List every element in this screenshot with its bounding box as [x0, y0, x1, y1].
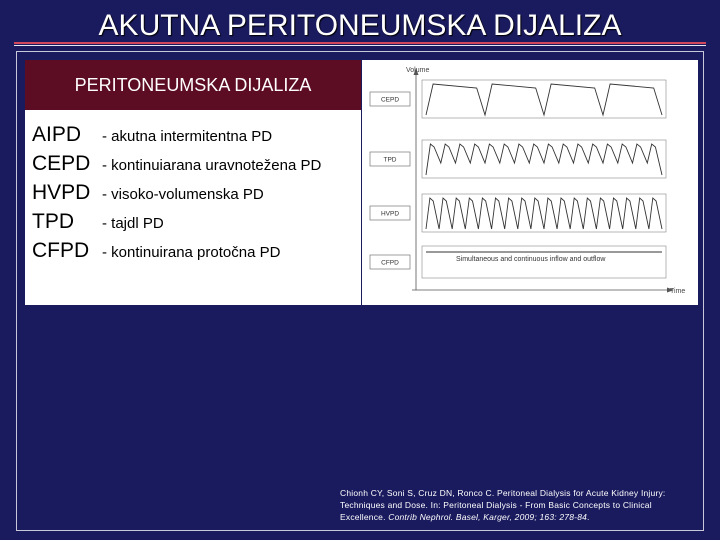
modality-abbr: AIPD: [32, 123, 82, 146]
title-underline-secondary: [14, 45, 706, 46]
citation-line: Chionh CY, Soni S, Cruz DN, Ronco C. Peritoneal Dialysis for Acute Kidney Injury:: [340, 488, 666, 498]
title-underline: [14, 42, 706, 44]
modality-abbr: CFPD: [32, 239, 90, 262]
modality-list: [32, 123, 321, 268]
modality-item: [32, 210, 321, 239]
modality-item: [32, 181, 321, 210]
row-label: TPD: [383, 156, 397, 164]
diagram-svg: [362, 60, 698, 305]
modality-desc: - kontinuiarana uravnotežena PD: [102, 157, 322, 174]
row-frame: [422, 140, 666, 178]
modality-abbr: CEPD: [32, 152, 91, 175]
y-axis-label: Volume: [406, 67, 430, 74]
x-axis-label: Time: [670, 288, 686, 295]
volume-time-diagram: [362, 60, 698, 305]
modality-item: [32, 123, 321, 152]
citation-text: .: [587, 512, 590, 522]
citation-text: Excellence.: [340, 512, 389, 522]
diagram-rows: [370, 80, 666, 278]
modality-item: [32, 239, 321, 268]
row-volume-curve: [426, 144, 662, 175]
modality-panel: [25, 60, 361, 305]
modality-item: [32, 152, 321, 181]
slide-title: AKUTNA PERITONEUMSKA DIJALIZA: [98, 9, 622, 42]
modality-desc: - tajdl PD: [102, 215, 164, 232]
row-label: HVPD: [380, 210, 400, 218]
citation-journal: Contrib Nephrol. Basel, Karger, 2009; 163: 278-84: [388, 512, 588, 522]
modality-abbr: TPD: [32, 210, 74, 233]
panel-heading: PERITONEUMSKA DIJALIZA: [25, 60, 361, 110]
citation-line: Techniques and Dose. In: Peritoneal Dialysis - From Basic Concepts to Clinical: [340, 500, 652, 510]
modality-desc: - akutna intermitentna PD: [102, 128, 273, 145]
row-volume-curve: [426, 198, 662, 229]
row-label: CFPD: [381, 259, 399, 267]
modality-desc: - visoko-volumenska PD: [102, 186, 264, 203]
modality-abbr: HVPD: [32, 181, 91, 204]
citation: [340, 487, 712, 523]
modality-desc: - kontinuirana protočna PD: [102, 244, 281, 261]
row-label: CEPD: [380, 96, 400, 104]
row-volume-curve: [426, 84, 662, 115]
citation-line: [340, 511, 712, 523]
cfpd-note: Simultaneous and continuous inflow and outflow: [456, 256, 606, 263]
